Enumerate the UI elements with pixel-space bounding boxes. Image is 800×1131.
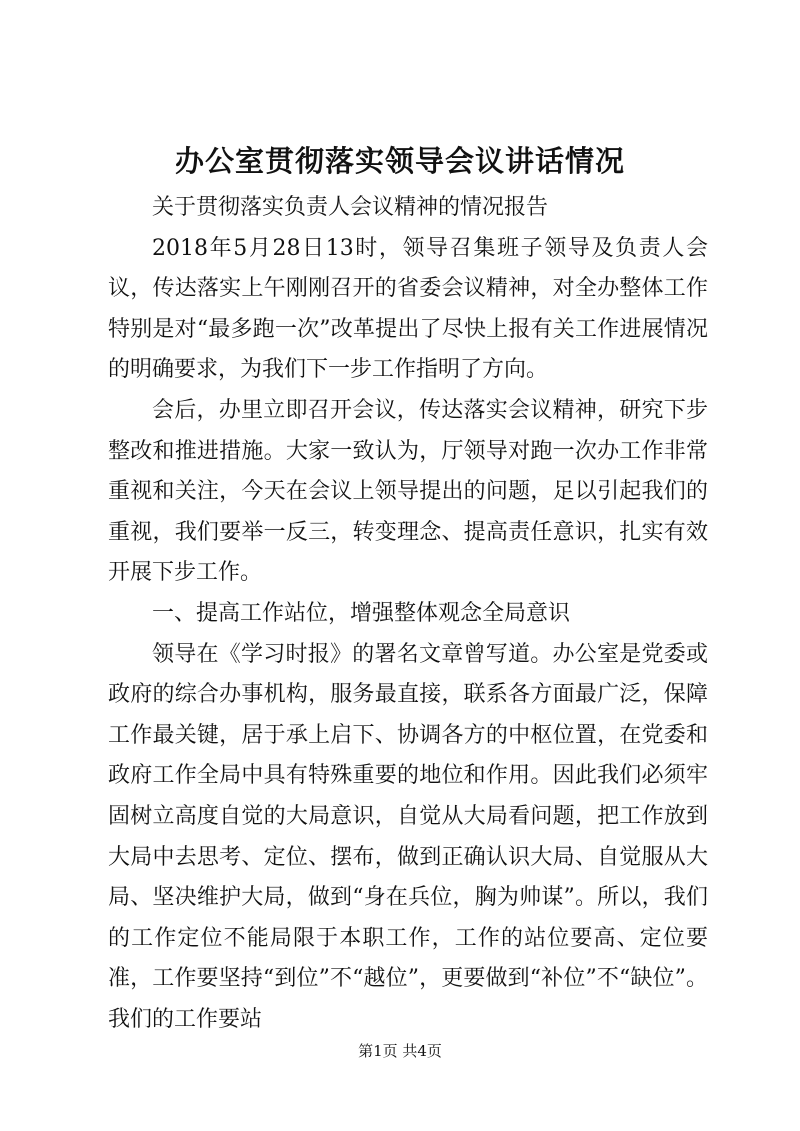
paragraph-overall-view: 领导在《学习时报》的署名文章曾写道。办公室是党委或政府的综合办事机构，服务最直接，联系各方面最广泛，保障工作最关键，居于承上启下、协调各方的中枢位置，在党委和政府工作全局中具有特殊重要的地位和作用。因此我们必须牢固树立高度自觉的大局意识，自觉从大局看问题，把工作放到大局中去思考、定位、摆布，做到正确认识大局、自觉服从大局、坚决维护大局，做到“身在兵位，胸为帅谋”。所以，我们的工作定位不能局限于本职工作，工作的站位要高、定位要准，工作要坚持“到位”不“越位”，更要做到“补位”不“缺位”。我们的工作要站 xyxy=(108,641,708,1032)
page-title: 办公室贯彻落实领导会议讲话情况 xyxy=(174,144,625,178)
paragraph-follow-up: 会后，办里立即召开会议，传达落实会议精神，研究下步整改和推进措施。大家一致认为，厅领导对跑一次办工作非常重视和关注，今天在会议上领导提出的问题，足以引起我们的重视，我们要举一反三，转变理念、提高责任意识，扎实有效开展下步工作。 xyxy=(108,397,708,586)
paragraph-meeting-summary: 2018年5月28日13时，领导召集班子领导及负责人会议，传达落实上午刚刚召开的省委会议精神，对全办整体工作特别是对“最多跑一次”改革提出了尽快上报有关工作进展情况的明确要求，为我们下一步工作指明了方向。 xyxy=(108,235,708,383)
section-heading-1: 一、提高工作站位，增强整体观念全局意识 xyxy=(152,600,571,626)
report-subtitle: 关于贯彻落实负责人会议精神的情况报告 xyxy=(152,195,549,220)
page-footer: 第1页 共4页 xyxy=(358,1042,442,1060)
document-body xyxy=(108,188,708,1040)
